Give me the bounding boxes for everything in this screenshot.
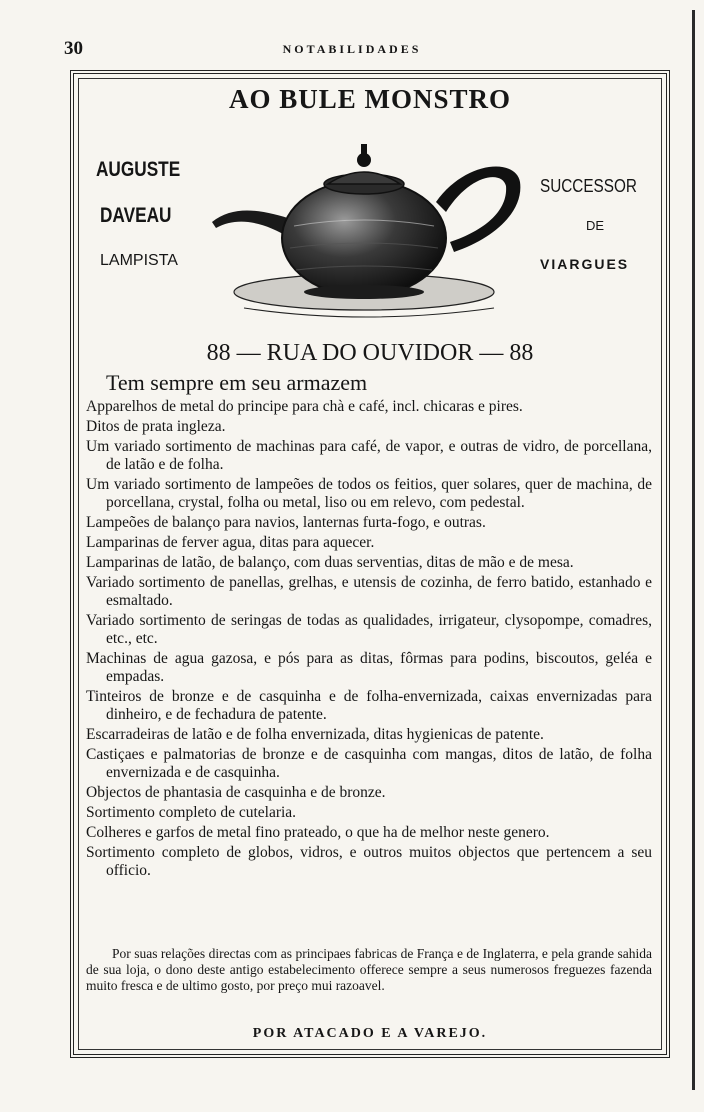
ad-footer: POR ATACADO E A VAREJO. (252, 1026, 488, 1041)
successor-de: DE (586, 218, 605, 233)
ad-title: AO BULE MONSTRO (228, 84, 512, 114)
list-item: Sortimento completo de cutelaria. (86, 804, 297, 821)
list-item: Variado sortimento de seringas de todas as qualidades, irrigateur, clysopompe, comadres, etc., etc. (86, 612, 652, 647)
list-item: Objectos de phantasia de casquinha e de bronze. (86, 784, 386, 801)
teapot-icon (204, 130, 534, 330)
running-head: NOTABILIDADES (282, 42, 422, 56)
proprietor-last-name: DAVEAU (100, 204, 172, 227)
list-item: Machinas de agua gazosa, e pós para as ditas, fôrmas para podins, biscoutos, geléa e empadas. (86, 650, 652, 685)
product-list (86, 398, 652, 882)
list-item: Um variado sortimento de machinas para café, de vapor, e outras de vidro, de porcellana, de latão e de folha. (86, 438, 652, 473)
list-item: Um variado sortimento de lampeões de todos os feitios, quer solares, quer de machina, de porcellana, crystal, folha ou metal, liso ou em relevo, com pedestal. (86, 476, 652, 511)
list-item: Lamparinas de latão, de balanço, com duas serventias, ditas de mão e de mesa. (86, 554, 574, 571)
list-item: Lampeões de balanço para navios, lanternas furta-fogo, e outras. (86, 514, 486, 531)
shop-address: 88 — RUA DO OUVIDOR — 88 (206, 340, 534, 366)
list-item: Tinteiros de bronze e de casquinha e de folha-envernizada, caixas envernizadas para dinheiro, e de fechadura de patente. (86, 688, 652, 723)
list-item: Castiçaes e palmatorias de bronze e de casquinha com mangas, ditos de latão, de folha envernizada e de casquinha. (86, 746, 652, 781)
proprietor-first-name: AUGUSTE (96, 158, 181, 181)
successor-label: SUCCESSOR (540, 176, 637, 196)
list-item: Colheres e garfos de metal fino prateado, o que ha de melhor neste genero. (86, 824, 550, 841)
closing-paragraph: Por suas relações directas com as principaes fabricas de França e de Inglaterra, e pela grande sahida de sua loja, o dono deste antigo estabelecimento offerece sempre a seus numerosos freguezes fazenda muito fresca e de ultimo gosto, por preço mui razoavel. (86, 946, 652, 993)
list-item: Escarradeiras de latão e de folha envernizada, ditas hygienicas de patente. (86, 726, 544, 743)
page-number: 30 (64, 38, 83, 59)
list-item: Variado sortimento de panellas, grelhas, e utensis de cozinha, de ferro batido, estanhado e esmaltado. (86, 574, 652, 609)
list-item: Apparelhos de metal do principe para chà e café, incl. chicaras e pires. (86, 398, 523, 415)
proprietor-trade: LAMPISTA (100, 252, 178, 269)
list-item: Lamparinas de ferver agua, ditas para aquecer. (86, 534, 375, 551)
page-spine-edge (692, 10, 695, 1090)
predecessor-name: VIARGUES (540, 256, 630, 272)
ad-tagline: Tem sempre em seu armazem (106, 370, 368, 395)
list-item: Ditos de prata ingleza. (86, 418, 226, 435)
list-item: Sortimento completo de globos, vidros, e outros muitos objectos que pertencem a seu officio. (86, 844, 652, 879)
